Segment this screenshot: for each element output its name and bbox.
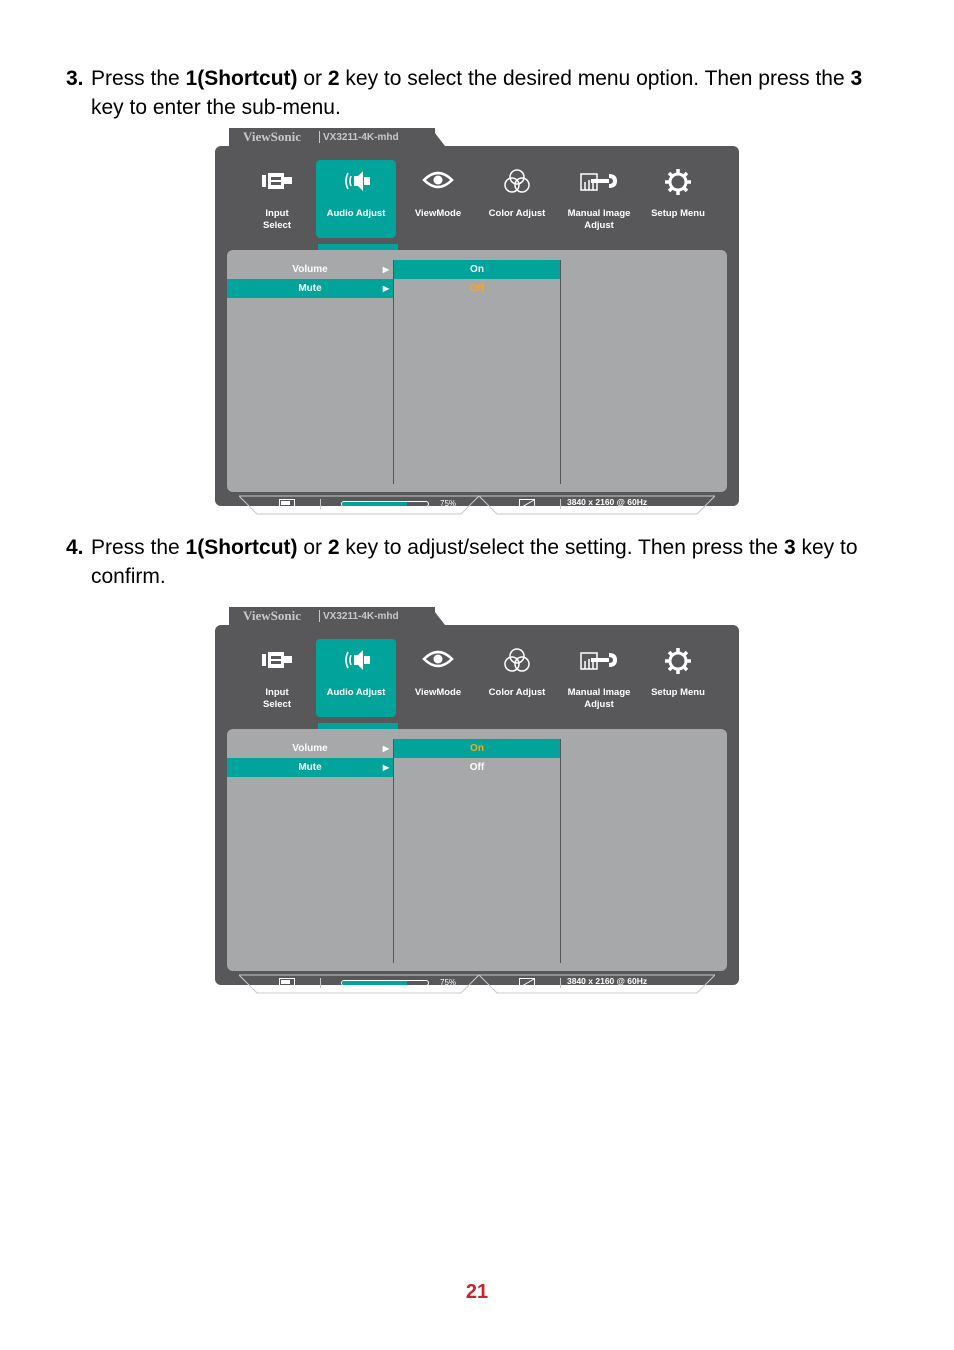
submenu-panel bbox=[227, 250, 727, 492]
arrow-right-icon: ▶ bbox=[382, 284, 389, 293]
option-off[interactable]: Off bbox=[469, 762, 485, 773]
osd-frame bbox=[215, 625, 739, 985]
menu-color-adjust[interactable]: Color Adjust bbox=[477, 639, 557, 717]
submenu-mute[interactable]: Mute ▶ bbox=[227, 279, 393, 298]
progress-percent: 75% bbox=[440, 978, 457, 987]
eye-icon bbox=[398, 168, 478, 198]
menu-audio-adjust[interactable]: Audio Adjust bbox=[316, 160, 396, 238]
status-bar bbox=[215, 493, 739, 515]
menu-setup-menu[interactable]: Setup Menu bbox=[638, 639, 718, 717]
input-select-icon bbox=[237, 168, 317, 198]
menu-viewmode[interactable]: ViewMode bbox=[398, 160, 478, 238]
wrench-icon bbox=[559, 168, 639, 198]
color-circles-icon bbox=[477, 647, 557, 677]
step-text: Press the 1(Shortcut) or 2 key to adjust/select the setting. Then press the 3 key to confirm. bbox=[91, 536, 858, 588]
option-off[interactable]: Off bbox=[469, 283, 485, 294]
step-3 bbox=[66, 64, 896, 122]
option-on[interactable]: On bbox=[394, 260, 560, 279]
submenu-mute[interactable]: Mute ▶ bbox=[227, 758, 393, 777]
color-circles-icon bbox=[477, 168, 557, 198]
aspect-ratio-icon bbox=[519, 499, 535, 508]
wrench-icon bbox=[559, 647, 639, 677]
menu-input-select[interactable]: Input Select bbox=[237, 160, 317, 238]
gear-icon bbox=[638, 647, 718, 677]
menu-audio-adjust[interactable]: Audio Adjust bbox=[316, 639, 396, 717]
menu-input-select[interactable]: Input Select bbox=[237, 639, 317, 717]
arrow-right-icon: ▶ bbox=[382, 265, 389, 274]
menu-manual-image-adjust[interactable]: Manual Image Adjust bbox=[559, 639, 639, 717]
step-text: Press the 1(Shortcut) or 2 key to select the desired menu option. Then press the 3 key to enter the sub-menu. bbox=[91, 67, 863, 119]
osd-frame bbox=[215, 146, 739, 506]
resolution-text: 3840 x 2160 @ 60Hz bbox=[567, 497, 648, 507]
battery-icon bbox=[279, 499, 295, 508]
eye-icon bbox=[398, 647, 478, 677]
menu-viewmode[interactable]: ViewMode bbox=[398, 639, 478, 717]
page-number: 21 bbox=[465, 1281, 489, 1303]
submenu-volume[interactable]: Volume ▶ bbox=[227, 739, 393, 758]
arrow-right-icon: ▶ bbox=[382, 763, 389, 772]
brand-logo: ViewSonic bbox=[243, 608, 302, 623]
option-on[interactable]: On bbox=[394, 739, 560, 758]
submenu-panel bbox=[227, 729, 727, 971]
menu-manual-image-adjust[interactable]: Manual Image Adjust bbox=[559, 160, 639, 238]
battery-icon bbox=[279, 978, 295, 987]
step-number: 3. bbox=[66, 67, 84, 90]
step-4 bbox=[66, 533, 896, 591]
submenu-volume[interactable]: Volume ▶ bbox=[227, 260, 393, 279]
progress-percent: 75% bbox=[440, 499, 457, 508]
brand-logo: ViewSonic bbox=[243, 129, 302, 144]
progress-bar bbox=[341, 501, 429, 507]
aspect-ratio-icon bbox=[519, 978, 535, 987]
osd-screen bbox=[215, 128, 739, 506]
step-number: 4. bbox=[66, 536, 84, 559]
input-select-icon bbox=[237, 647, 317, 677]
gear-icon bbox=[638, 168, 718, 198]
progress-bar bbox=[341, 980, 429, 986]
model-name: VX3211-4K-mhd bbox=[323, 611, 399, 622]
speaker-icon bbox=[316, 647, 396, 677]
model-name: VX3211-4K-mhd bbox=[323, 132, 399, 143]
resolution-text: 3840 x 2160 @ 60Hz bbox=[567, 976, 648, 986]
menu-setup-menu[interactable]: Setup Menu bbox=[638, 160, 718, 238]
speaker-icon bbox=[316, 168, 396, 198]
arrow-right-icon: ▶ bbox=[382, 744, 389, 753]
menu-color-adjust[interactable]: Color Adjust bbox=[477, 160, 557, 238]
status-bar bbox=[215, 972, 739, 994]
osd-screen bbox=[215, 607, 739, 985]
